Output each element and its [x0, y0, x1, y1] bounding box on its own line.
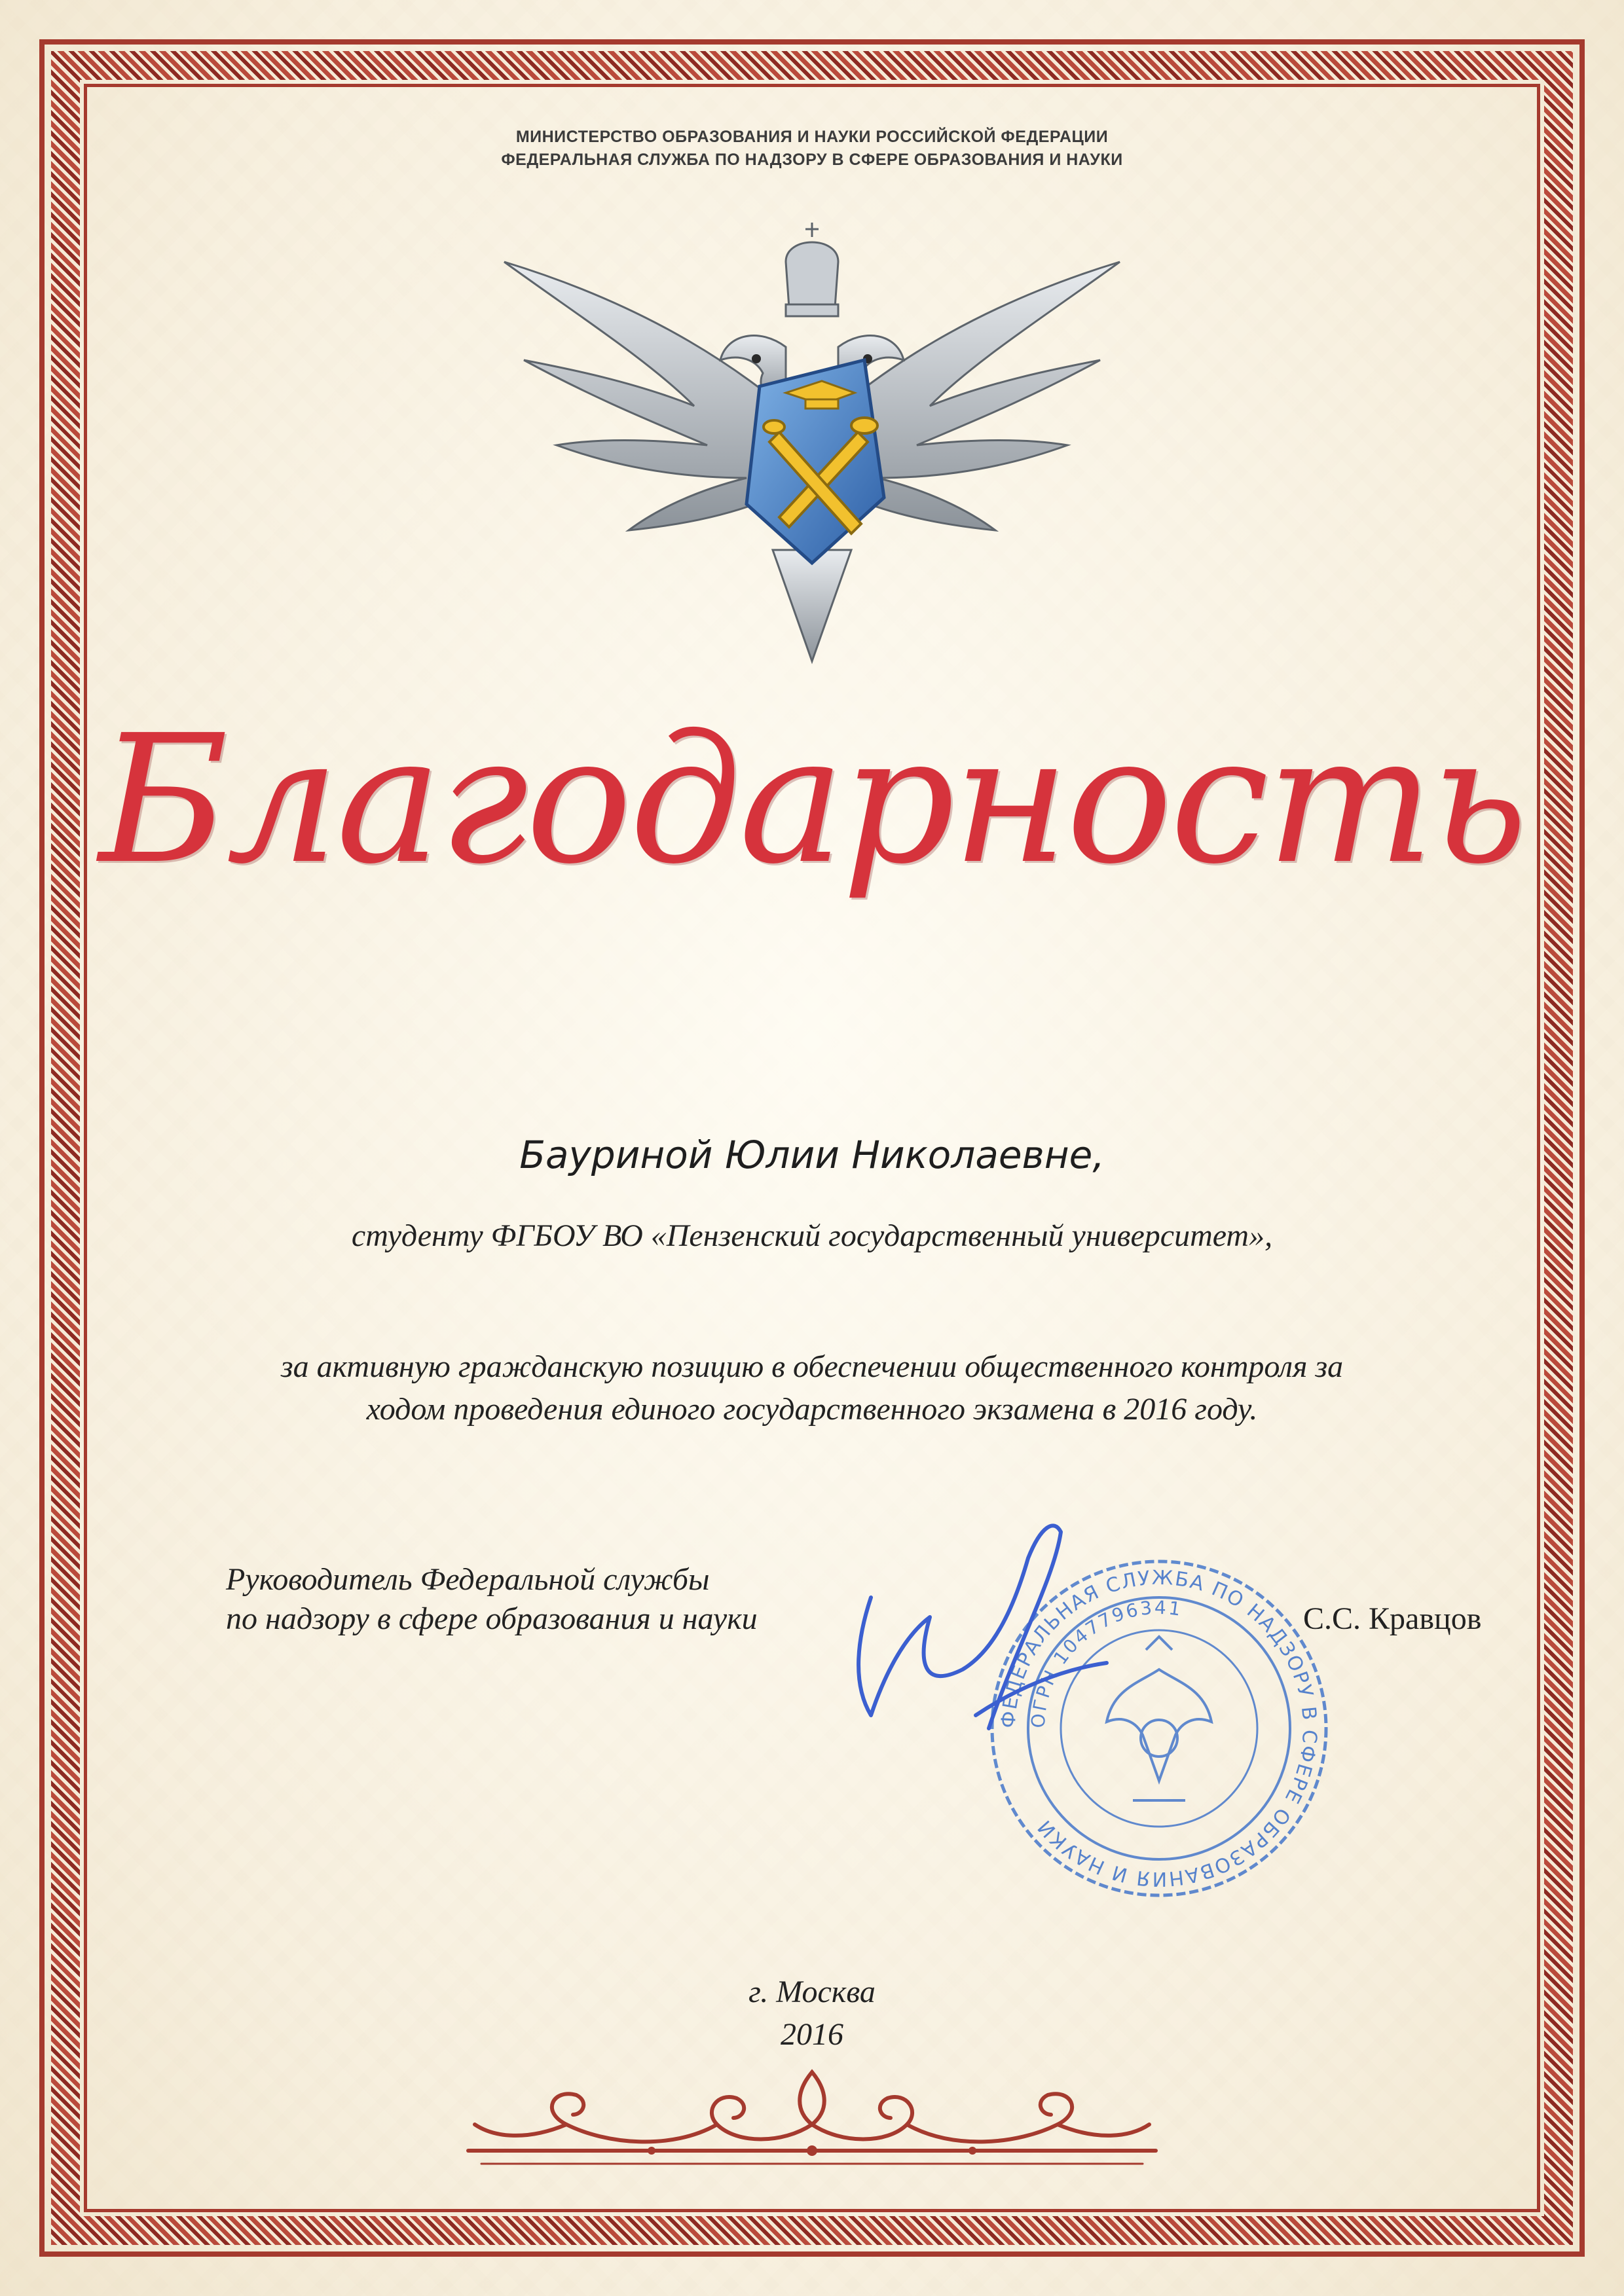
issue-place: г. Москва: [748, 1975, 876, 2009]
issue-year: 2016: [781, 2017, 843, 2052]
recipient-name: Бауриной Юлии Николаевне,: [519, 1133, 1105, 1177]
signature-icon: [845, 1519, 1120, 1768]
signatory-name: С.С. Кравцов: [1303, 1601, 1482, 1636]
svg-text:ОГРН 1047796341: ОГРН 1047796341: [1027, 1596, 1184, 1729]
page-title: Благодарность: [99, 697, 1525, 903]
header-service: ФЕДЕРАЛЬНАЯ СЛУЖБА ПО НАДЗОРУ В СФЕРЕ ОБРАЗОВАНИЯ И НАУКИ: [501, 151, 1123, 169]
svg-text:ФЕДЕРАЛЬНАЯ СЛУЖБА ПО НАДЗОРУ: ФЕДЕРАЛЬНАЯ СЛУЖБА ПО НАДЗОРУ В СФЕРЕ ОБРАЗОВАНИЯ И НАУКИ: [997, 1566, 1321, 1891]
eagle-emblem-icon: [498, 210, 1126, 668]
signatory-title-line-2: по надзору в сфере образования и науки: [226, 1601, 758, 1636]
bottom-ornament-icon: [455, 2052, 1169, 2177]
reason-line-2: ходом проведения единого государственного экзамена в 2016 году.: [366, 1392, 1258, 1427]
signatory-title-line-1: Руководитель Федеральной службы: [226, 1562, 710, 1597]
reason-line-1: за активную гражданскую позицию в обеспечении общественного контроля за: [280, 1349, 1344, 1384]
recipient-position: студенту ФГБОУ ВО «Пензенский государственный университет»,: [351, 1218, 1273, 1253]
header-ministry: МИНИСТЕРСТВО ОБРАЗОВАНИЯ И НАУКИ РОССИЙСКОЙ ФЕДЕРАЦИИ: [515, 128, 1109, 146]
